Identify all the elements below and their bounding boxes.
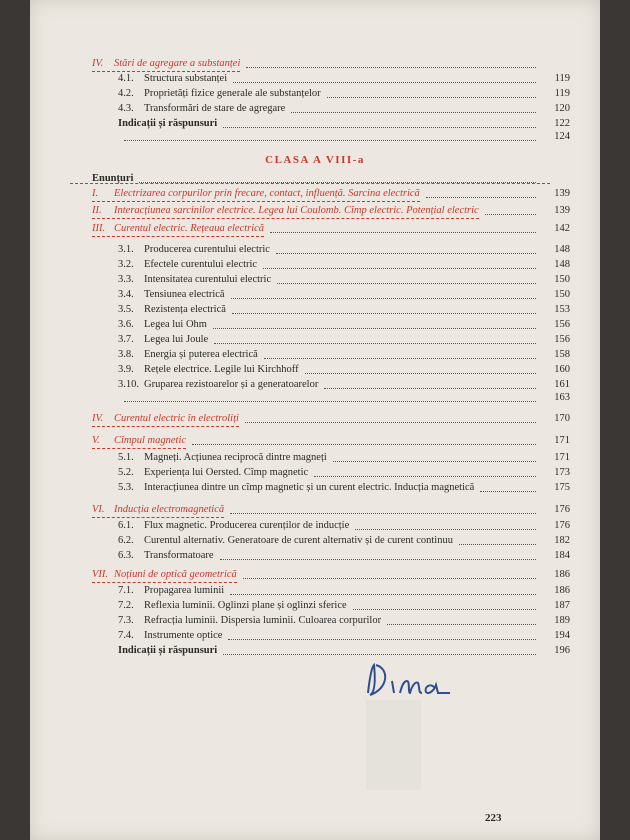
red-underline <box>92 516 224 518</box>
toc-leader-dots <box>214 342 536 344</box>
toc-title: Cîmpul magnetic <box>114 435 187 446</box>
toc-row <box>118 644 570 658</box>
toc-number: 7.3. <box>118 615 134 626</box>
toc-row <box>118 481 570 495</box>
toc-title: Curentul electric. Rețeaua electrică <box>114 223 265 234</box>
toc-page-number: 150 <box>554 289 570 300</box>
toc-page-number: 187 <box>554 600 570 611</box>
toc-leader-dots <box>480 490 536 492</box>
toc-row <box>118 534 570 548</box>
toc-leader-dots <box>243 577 536 579</box>
toc-leader-dots <box>353 608 536 610</box>
toc-number: 7.1. <box>118 585 134 596</box>
toc-row <box>118 466 570 480</box>
toc-leader-dots <box>264 357 536 359</box>
toc-page-number: 156 <box>554 334 570 345</box>
toc-number: I. <box>92 188 99 199</box>
toc-row <box>118 117 570 131</box>
toc-title: Tensiunea electrică <box>144 289 225 300</box>
toc-row <box>118 333 570 347</box>
toc-leader-dots <box>231 297 536 299</box>
toc-title: Gruparea rezistoarelor și a generatoarelor <box>144 379 319 390</box>
toc-page-number: 122 <box>554 118 570 129</box>
toc-leader-dots <box>314 475 536 477</box>
toc-page-number: 194 <box>554 630 570 641</box>
toc-page-number: 142 <box>554 223 570 234</box>
toc-row <box>118 599 570 613</box>
toc-leader-dots <box>245 421 536 423</box>
toc-page-number: 184 <box>554 550 570 561</box>
faint-stamp <box>366 700 421 790</box>
toc-number: 6.3. <box>118 550 134 561</box>
toc-number: VII. <box>92 569 109 580</box>
toc-leader-dots <box>263 267 536 269</box>
toc-page-number: 120 <box>554 103 570 114</box>
toc-leader-dots <box>426 196 536 198</box>
toc-title: Noțiuni de optică geometrică <box>114 569 237 580</box>
toc-leader-dots <box>124 400 536 402</box>
toc-number: 3.6. <box>118 319 134 330</box>
toc-leader-dots <box>246 66 536 68</box>
toc-page-number: 160 <box>554 364 570 375</box>
toc-leader-dots <box>291 111 536 113</box>
toc-number: 3.1. <box>118 244 134 255</box>
toc-title: Stări de agregare a substanței <box>114 58 241 69</box>
toc-title: Rețele electrice. Legile lui Kirchhoff <box>144 364 299 375</box>
toc-leader-dots <box>220 558 536 560</box>
toc-page-number: 176 <box>554 520 570 531</box>
toc-number: 3.2. <box>118 259 134 270</box>
toc-number: IV. <box>92 58 104 69</box>
toc-number: IV. <box>92 413 104 424</box>
toc-title: Inducția electromagnetică <box>114 504 225 515</box>
toc-page-number: 124 <box>554 131 570 142</box>
toc-leader-dots <box>324 387 536 389</box>
toc-title: Efectele curentului electric <box>144 259 258 270</box>
toc-number: 3.10. <box>118 379 139 390</box>
toc-row <box>118 288 570 302</box>
toc-number: 3.5. <box>118 304 134 315</box>
toc-row <box>92 187 570 201</box>
toc-number: 6.2. <box>118 535 134 546</box>
page-number: 223 <box>485 812 502 824</box>
toc-title: Energia și puterea electrică <box>144 349 258 360</box>
toc-row <box>118 243 570 257</box>
toc-title: Proprietăți fizice generale ale substanțelor <box>144 88 321 99</box>
toc-title: Intensitatea curentului electric <box>144 274 272 285</box>
toc-page-number: 150 <box>554 274 570 285</box>
toc-row <box>118 303 570 317</box>
toc-page-number: 153 <box>554 304 570 315</box>
red-underline <box>92 425 239 427</box>
toc-leader-dots <box>230 512 536 514</box>
toc-page-number: 119 <box>554 73 570 84</box>
toc-leader-dots <box>228 638 536 640</box>
toc-title: Propagarea luminii <box>144 585 225 596</box>
toc-title: Reflexia luminii. Oglinzi plane și oglinzi sferice <box>144 600 347 611</box>
toc-page-number: 189 <box>554 615 570 626</box>
toc-number: 3.3. <box>118 274 134 285</box>
toc-row <box>118 584 570 598</box>
toc-row <box>118 348 570 362</box>
toc-page-number: 163 <box>554 392 570 403</box>
toc-leader-dots <box>230 593 536 595</box>
toc-row <box>118 629 570 643</box>
toc-row <box>118 519 570 533</box>
toc-title: Producerea curentului electric <box>144 244 270 255</box>
toc-row <box>118 363 570 377</box>
toc-page-number: 158 <box>554 349 570 360</box>
toc-number: VI. <box>92 504 105 515</box>
toc-number: 7.4. <box>118 630 134 641</box>
toc-number: 5.1. <box>118 452 134 463</box>
toc-row <box>118 549 570 563</box>
toc-row <box>118 273 570 287</box>
toc-page-number: 175 <box>554 482 570 493</box>
toc-page-number: 186 <box>554 585 570 596</box>
toc-row <box>118 130 570 144</box>
toc-leader-dots <box>355 528 536 530</box>
toc-title: Flux magnetic. Producerea curenților de inducție <box>144 520 350 531</box>
toc-title: Transformări de stare de agregare <box>144 103 286 114</box>
toc-title: Curentul electric în electroliți <box>114 413 239 424</box>
toc-page-number: 196 <box>554 645 570 656</box>
toc-leader-dots <box>333 460 536 462</box>
toc-title: Interacțiunea sarcinilor electrice. Legea lui Coulomb. Cîmp electric. Potențial electric <box>114 205 479 216</box>
toc-number: 4.3. <box>118 103 134 114</box>
toc-row <box>118 451 570 465</box>
toc-row <box>118 102 570 116</box>
toc-row <box>92 503 570 517</box>
toc-leader-dots <box>459 543 536 545</box>
toc-row <box>118 87 570 101</box>
toc-leader-dots <box>387 623 536 625</box>
toc-number: III. <box>92 223 106 234</box>
toc-leader-dots <box>124 139 536 141</box>
toc-page-number: 171 <box>554 452 570 463</box>
toc-title: Legea lui Ohm <box>144 319 207 330</box>
toc-title: Instrumente optice <box>144 630 223 641</box>
red-underline <box>92 581 237 583</box>
toc-number: V. <box>92 435 100 446</box>
handwritten-signature <box>360 655 470 705</box>
toc-title: Indicații și răspunsuri <box>118 118 218 129</box>
red-underline <box>92 447 186 449</box>
toc-page-number: 182 <box>554 535 570 546</box>
toc-leader-dots <box>305 372 536 374</box>
toc-title: Magneți. Acțiunea reciprocă dintre magneți <box>144 452 327 463</box>
book-page <box>30 0 600 840</box>
toc-page-number: 186 <box>554 569 570 580</box>
toc-number: 5.3. <box>118 482 134 493</box>
toc-leader-dots <box>485 213 536 215</box>
toc-row <box>92 172 570 186</box>
toc-page-number: 176 <box>554 504 570 515</box>
toc-leader-dots <box>276 252 536 254</box>
red-underline <box>92 217 479 219</box>
toc-row <box>118 258 570 272</box>
toc-leader-dots <box>233 81 536 83</box>
toc-row <box>92 57 570 71</box>
toc-row <box>92 568 570 582</box>
toc-row <box>92 222 570 236</box>
toc-number: 6.1. <box>118 520 134 531</box>
toc-row <box>118 72 570 86</box>
toc-number: 4.1. <box>118 73 134 84</box>
toc-leader-dots <box>192 443 536 445</box>
toc-page-number: 161 <box>554 379 570 390</box>
red-underline <box>92 235 264 237</box>
toc-row <box>118 614 570 628</box>
toc-title: Indicații și răspunsuri <box>118 645 218 656</box>
red-underline <box>92 200 420 202</box>
toc-title: Refracția luminii. Dispersia luminii. Culoarea corpurilor <box>144 615 382 626</box>
toc-page-number: 173 <box>554 467 570 478</box>
toc-title: Enunțuri <box>92 173 134 184</box>
toc-row <box>92 412 570 426</box>
toc-page-number: 171 <box>554 435 570 446</box>
toc-title: Experiența lui Oersted. Cîmp magnetic <box>144 467 309 478</box>
toc-row <box>92 204 570 218</box>
toc-title: Legea lui Joule <box>144 334 209 345</box>
toc-leader-dots <box>327 96 536 98</box>
toc-row <box>118 318 570 332</box>
toc-leader-dots <box>223 126 536 128</box>
toc-page-number: 148 <box>554 259 570 270</box>
toc-page-number: 156 <box>554 319 570 330</box>
toc-number: 4.2. <box>118 88 134 99</box>
toc-row <box>118 391 570 405</box>
toc-title: Rezistența electrică <box>144 304 226 315</box>
toc-page-number: 170 <box>554 413 570 424</box>
toc-number: 7.2. <box>118 600 134 611</box>
toc-page-number: 148 <box>554 244 570 255</box>
toc-title: Transformatoare <box>144 550 214 561</box>
toc-leader-dots <box>270 231 536 233</box>
toc-number: 5.2. <box>118 467 134 478</box>
toc-title: Structura substanței <box>144 73 228 84</box>
toc-number: 3.7. <box>118 334 134 345</box>
class-heading: CLASA A VIII-a <box>265 154 365 166</box>
toc-title: Curentul alternativ. Generatoare de curent alternativ și de curent continuu <box>144 535 453 546</box>
toc-number: 3.8. <box>118 349 134 360</box>
toc-page-number: 119 <box>554 88 570 99</box>
toc-row <box>118 378 570 392</box>
toc-leader-dots <box>139 181 536 183</box>
toc-leader-dots <box>232 312 536 314</box>
toc-page-number: 139 <box>554 188 570 199</box>
toc-leader-dots <box>277 282 536 284</box>
toc-title: Interacțiunea dintre un cîmp magnetic și un curent electric. Inducția magnetică <box>144 482 475 493</box>
toc-row <box>92 434 570 448</box>
toc-number: 3.4. <box>118 289 134 300</box>
toc-title: Electrizarea corpurilor prin frecare, contact, influență. Sarcina electrică <box>114 188 420 199</box>
toc-number: 3.9. <box>118 364 134 375</box>
toc-number: II. <box>92 205 102 216</box>
toc-leader-dots <box>213 327 536 329</box>
toc-page-number: 139 <box>554 205 570 216</box>
